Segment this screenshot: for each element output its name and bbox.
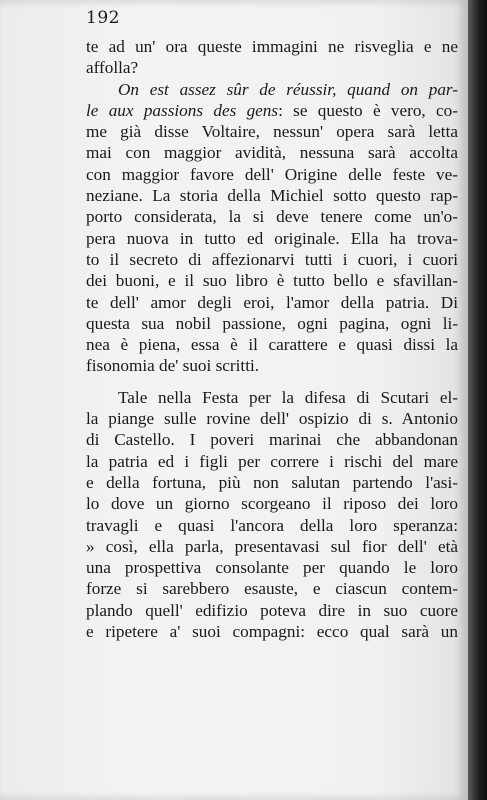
text-line: fisonomia de' suoi scritti. — [86, 356, 260, 376]
text-line: te ad un' ora queste immagini ne risveglia e ne — [86, 37, 458, 56]
paragraph — [86, 387, 458, 643]
text-line: Tale nella Festa per la difesa di Scutari el- — [118, 387, 458, 407]
text-line: plando quell' edifizio poteva dire in suo cuore — [86, 600, 458, 620]
text-line: me già disse Voltaire, nessun' opera sarà letta — [86, 122, 458, 142]
text-line: con maggior favore dell' Origine delle feste ve- — [86, 164, 458, 184]
text-line: pera nuova in tutto ed originale. Ella ha trova- — [86, 228, 458, 248]
text-line: la patria ed i figli per correre i rischi del mare — [86, 451, 458, 471]
body-text — [86, 36, 458, 642]
text-line: una prospettiva consolante per quando le loro — [86, 558, 458, 578]
text-line: to il secreto di affezionarvi tutti i cuori, i cuori — [86, 249, 458, 269]
text-line: forze si sarebbero esauste, e ciascun contem- — [86, 579, 458, 599]
page-number: 192 — [86, 8, 120, 28]
text-line: » così, ella parla, presentavasi sul fior dell' età — [86, 536, 458, 556]
text-line: affolla? — [86, 58, 139, 78]
text-line: lo dove un giorno scorgeano il riposo dei loro — [86, 494, 458, 514]
text-line — [86, 100, 458, 121]
paragraph — [86, 36, 458, 79]
text-segment: : se questo è vero, co- — [278, 100, 458, 120]
text-line: questa sua nobil passione, ogni pagina, ogni li- — [86, 313, 458, 333]
book-spine-shadow — [468, 0, 487, 800]
text-line: dei buoni, e il suo libro è tutto bello e sfavillan- — [86, 271, 458, 291]
text-line: nea è piena, essa è il carattere e quasi dissi la — [86, 335, 458, 355]
text-line: travagli e quasi l'ancora della loro speranza: — [86, 515, 458, 535]
text-line: e della fortuna, più non salutan partendo l'asi- — [86, 472, 458, 492]
text-line: mai con maggior avidità, nessuna sarà accolta — [86, 143, 458, 163]
italic-text: le aux passions des gens — [86, 100, 279, 120]
text-line: neziane. La storia della Michiel sotto questo rap- — [86, 186, 458, 206]
text-line: porto considerata, la si deve tenere come un'o- — [86, 207, 458, 227]
text-line: la piange sulle rovine dell' ospizio di s. Antonio — [86, 409, 458, 429]
text-line: e ripetere a' suoi compagni: ecco qual sarà un — [86, 622, 458, 642]
text-line: di Castello. I poveri marinai che abbandonan — [86, 430, 458, 450]
paragraph — [86, 79, 458, 377]
text-line: te dell' amor degli eroi, l'amor della patria. Di — [86, 292, 458, 312]
paragraph-gap — [86, 377, 458, 387]
text-line: On est assez sûr de réussir, quand on par- — [118, 79, 458, 99]
